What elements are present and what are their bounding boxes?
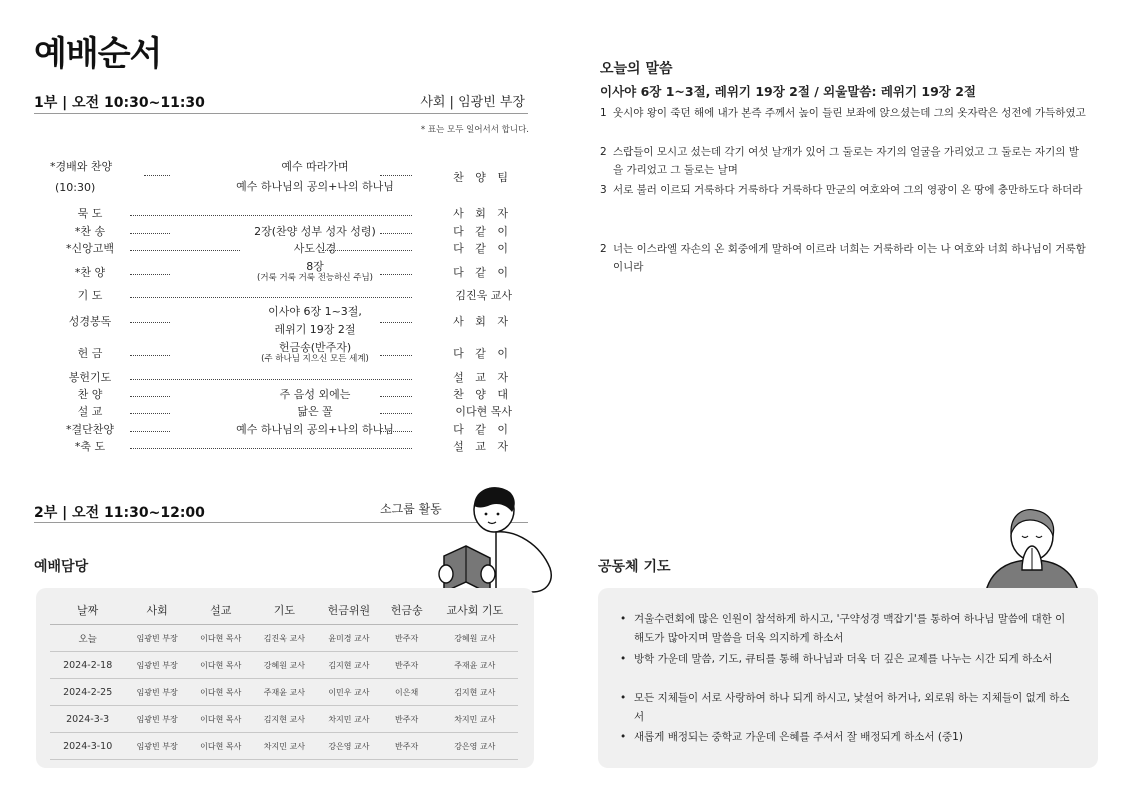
verse-item xyxy=(600,143,1086,179)
cell: 김지현 교사 xyxy=(253,706,317,733)
staff-table xyxy=(50,596,518,760)
order-right: 다 같 이 xyxy=(453,423,512,436)
cell: 반주자 xyxy=(382,733,432,760)
verse-item xyxy=(600,104,1086,122)
order-right: 설 교 자 xyxy=(453,371,512,384)
order-right: 다 같 이 xyxy=(453,347,512,360)
leader-dots xyxy=(130,322,170,323)
prayer-text: 겨울수련회에 많은 인원이 참석하게 하시고, '구약성경 맥잡기'를 통하여 하나님 말씀에 대한 이해도가 많아지며 말씀을 더욱 의지하게 하소서 xyxy=(634,613,1066,644)
cell: 김지현 교사 xyxy=(432,679,518,706)
cell: 이민우 교사 xyxy=(316,679,382,706)
staff-header-row xyxy=(50,596,518,625)
order-label: *경배와 찬양 xyxy=(50,160,113,173)
verse-number: 2 xyxy=(600,243,607,255)
cell: 임광빈 부장 xyxy=(125,625,189,652)
order-label: 성경봉독 xyxy=(68,315,112,328)
part2-activity: 소그룹 활동 xyxy=(380,502,442,516)
cell: 2024-2-25 xyxy=(50,679,125,706)
order-right: 찬 양 팀 xyxy=(453,171,512,184)
col-prayer: 기도 xyxy=(253,596,317,625)
table-row xyxy=(50,706,518,733)
leader-dots xyxy=(144,175,170,176)
prayer-item xyxy=(620,650,1075,669)
order-center: 예수 하나님의 공의+나의 하나님 xyxy=(236,423,394,436)
order-row-worship xyxy=(50,160,512,200)
prayer-text: 방학 가운데 말씀, 기도, 큐티를 통해 하나님과 더욱 더 깊은 교제를 나누는 시간 되게 하소서 xyxy=(634,653,1053,665)
part2-heading: 2부 | 오전 11:30~12:00 xyxy=(34,505,205,521)
verse-text: 너는 이스라엘 자손의 온 회중에게 말하여 이르라 너희는 거룩하라 이는 나 여호와 너희 하나님이 거룩함이니라 xyxy=(613,243,1086,273)
order-row-prayer xyxy=(50,289,512,305)
leader-dots xyxy=(322,250,412,251)
leader-dots xyxy=(130,233,170,234)
order-right: 설 교 자 xyxy=(453,440,512,453)
part1-heading: 1부 | 오전 10:30~11:30 xyxy=(34,95,205,111)
order-center: 사도신경 xyxy=(293,242,337,255)
order-label: 묵 도 xyxy=(77,207,103,220)
cell: 임광빈 부장 xyxy=(125,733,189,760)
cell: 강은영 교사 xyxy=(316,733,382,760)
cell: 2024-2-18 xyxy=(50,652,125,679)
order-label: 헌 금 xyxy=(77,347,103,360)
order-center-line2: 예수 하나님의 공의+나의 하나님 xyxy=(236,180,394,193)
verse-item xyxy=(600,240,1086,276)
bullet: • xyxy=(620,613,627,625)
order-row-offering-prayer xyxy=(50,371,512,387)
order-label: *신앙고백 xyxy=(65,242,114,255)
verse-number: 3 xyxy=(600,184,607,196)
bullet: • xyxy=(620,653,627,665)
order-row-choir xyxy=(50,388,512,404)
prayer-heading: 공동체 기도 xyxy=(598,559,671,575)
order-center: 주 음성 외에는 xyxy=(279,388,351,401)
order-row-creed xyxy=(50,242,512,258)
cell: 윤미경 교사 xyxy=(316,625,382,652)
order-right: 사 회 자 xyxy=(453,315,512,328)
leader-dots xyxy=(380,355,412,356)
cell: 오늘 xyxy=(50,625,125,652)
order-label: *찬 송 xyxy=(74,225,106,238)
cell: 2024-3-10 xyxy=(50,733,125,760)
leader-dots xyxy=(380,322,412,323)
order-center-line2: 레위기 19장 2절 xyxy=(274,323,356,336)
prayer-item xyxy=(620,728,1075,747)
word-reference: 이사야 6장 1~3절, 레위기 19장 2절 / 외울말씀: 레위기 19장 2절 xyxy=(600,84,977,99)
verse-text: 웃시야 왕이 죽던 해에 내가 본즉 주께서 높이 들린 보좌에 앉으셨는데 그의 옷자락은 성전에 가득하였고 xyxy=(613,107,1086,119)
order-right: 다 같 이 xyxy=(453,225,512,238)
part1-host: 사회 | 임광빈 부장 xyxy=(420,95,525,110)
leader-dots xyxy=(380,396,412,397)
order-row-scripture xyxy=(50,305,512,339)
verse-number: 1 xyxy=(600,107,607,119)
cell: 이다현 목사 xyxy=(189,706,253,733)
cell: 이다현 목사 xyxy=(189,733,253,760)
cell: 주재윤 교사 xyxy=(432,652,518,679)
cell: 주재윤 교사 xyxy=(253,679,317,706)
col-offering-song: 헌금송 xyxy=(382,596,432,625)
reading-person-illustration xyxy=(436,484,556,596)
part1-rule xyxy=(34,113,528,114)
cell: 김지현 교사 xyxy=(316,652,382,679)
word-heading: 오늘의 말씀 xyxy=(600,61,673,77)
cell: 임광빈 부장 xyxy=(125,652,189,679)
cell: 2024-3-3 xyxy=(50,706,125,733)
leader-dots xyxy=(130,297,412,298)
col-offering: 헌금위원 xyxy=(316,596,382,625)
verse-number: 2 xyxy=(600,146,607,158)
order-center-sub: (거룩 거룩 거룩 전능하신 주님) xyxy=(257,273,373,283)
cell: 차지민 교사 xyxy=(316,706,382,733)
order-row-silent-prayer xyxy=(50,207,512,223)
page-title: 예배순서 xyxy=(34,34,162,74)
cell: 이다현 목사 xyxy=(189,652,253,679)
order-label: 설 교 xyxy=(77,405,103,418)
order-label: 찬 양 xyxy=(77,388,103,401)
leader-dots xyxy=(380,233,412,234)
col-teacher-prayer: 교사회 기도 xyxy=(432,596,518,625)
order-label: 기 도 xyxy=(77,289,103,302)
prayer-text: 모든 지체들이 서로 사랑하여 하나 되게 하시고, 낯설어 하거나, 외로워 하는 지체들이 없게 하소서 xyxy=(634,692,1070,723)
cell: 강혜원 교사 xyxy=(432,625,518,652)
col-sermon: 설교 xyxy=(189,596,253,625)
leader-dots xyxy=(130,274,170,275)
cell: 임광빈 부장 xyxy=(125,706,189,733)
order-row-sermon xyxy=(50,405,512,421)
cell: 이은채 xyxy=(382,679,432,706)
table-row xyxy=(50,733,518,760)
leader-dots xyxy=(130,448,412,449)
leader-dots xyxy=(380,175,412,176)
verse-item xyxy=(600,181,1086,199)
col-host: 사회 xyxy=(125,596,189,625)
order-label-time: (10:30) xyxy=(55,181,96,194)
order-center: 닮은 꼴 xyxy=(297,405,333,418)
cell: 반주자 xyxy=(382,652,432,679)
standing-note: * 표는 모두 일어서서 합니다. xyxy=(420,125,529,135)
table-row xyxy=(50,652,518,679)
order-center: 예수 따라가며 xyxy=(281,160,349,173)
cell: 반주자 xyxy=(382,706,432,733)
cell: 임광빈 부장 xyxy=(125,679,189,706)
order-right: 다 같 이 xyxy=(453,266,512,279)
leader-dots xyxy=(130,379,412,380)
leader-dots xyxy=(130,431,170,432)
table-row xyxy=(50,625,518,652)
bullet: • xyxy=(620,692,627,704)
staff-heading: 예배담당 xyxy=(34,559,89,575)
cell: 김진욱 교사 xyxy=(253,625,317,652)
prayer-text: 새롭게 배정되는 중학교 가운데 은혜를 주셔서 잘 배정되게 하소서 (중1) xyxy=(634,731,963,743)
cell: 차지민 교사 xyxy=(253,733,317,760)
cell: 반주자 xyxy=(382,625,432,652)
order-label: *축 도 xyxy=(74,440,106,453)
leader-dots xyxy=(130,355,170,356)
leader-dots xyxy=(380,431,412,432)
leader-dots xyxy=(380,413,412,414)
order-right: 사 회 자 xyxy=(453,207,512,220)
table-row xyxy=(50,679,518,706)
order-row-praise xyxy=(50,260,512,288)
order-label: 봉헌기도 xyxy=(68,371,112,384)
order-row-hymn xyxy=(50,225,512,241)
order-row-benediction xyxy=(50,440,512,456)
order-center: 헌금송(반주자) xyxy=(278,341,352,354)
order-right: 김진욱 교사 xyxy=(455,289,512,302)
order-row-offering xyxy=(50,341,512,369)
order-label: *찬 양 xyxy=(74,266,106,279)
order-right: 이다현 목사 xyxy=(455,405,512,418)
verse-text: 스랍들이 모시고 섰는데 각기 여섯 날개가 있어 그 둘로는 자기의 얼굴을 가리었고 그 둘로는 자기의 발을 가리었고 그 둘로는 날며 xyxy=(613,146,1079,176)
prayer-item xyxy=(620,689,1075,727)
order-right: 찬 양 대 xyxy=(453,388,512,401)
order-center: 8장 xyxy=(306,260,324,273)
order-row-response-song xyxy=(50,423,512,439)
cell: 차지민 교사 xyxy=(432,706,518,733)
cell: 이다현 목사 xyxy=(189,625,253,652)
order-center: 이사야 6장 1~3절, xyxy=(268,305,362,318)
prayer-item xyxy=(620,610,1075,648)
leader-dots xyxy=(380,274,412,275)
cell: 강혜원 교사 xyxy=(253,652,317,679)
order-right: 다 같 이 xyxy=(453,242,512,255)
cell: 강은영 교사 xyxy=(432,733,518,760)
cell: 이다현 목사 xyxy=(189,679,253,706)
order-label: *결단찬양 xyxy=(65,423,114,436)
col-date: 날짜 xyxy=(50,596,125,625)
order-center-sub: (주 하나님 지으신 모든 세계) xyxy=(261,354,369,364)
bullet: • xyxy=(620,731,627,743)
leader-dots xyxy=(130,396,170,397)
order-center: 2장(찬양 성부 성자 성령) xyxy=(254,225,376,238)
leader-dots xyxy=(130,215,412,216)
verse-text: 서로 불러 이르되 거룩하다 거룩하다 거룩하다 만군의 여호와여 그의 영광이 온 땅에 충만하도다 하더라 xyxy=(613,184,1083,196)
leader-dots xyxy=(130,413,170,414)
